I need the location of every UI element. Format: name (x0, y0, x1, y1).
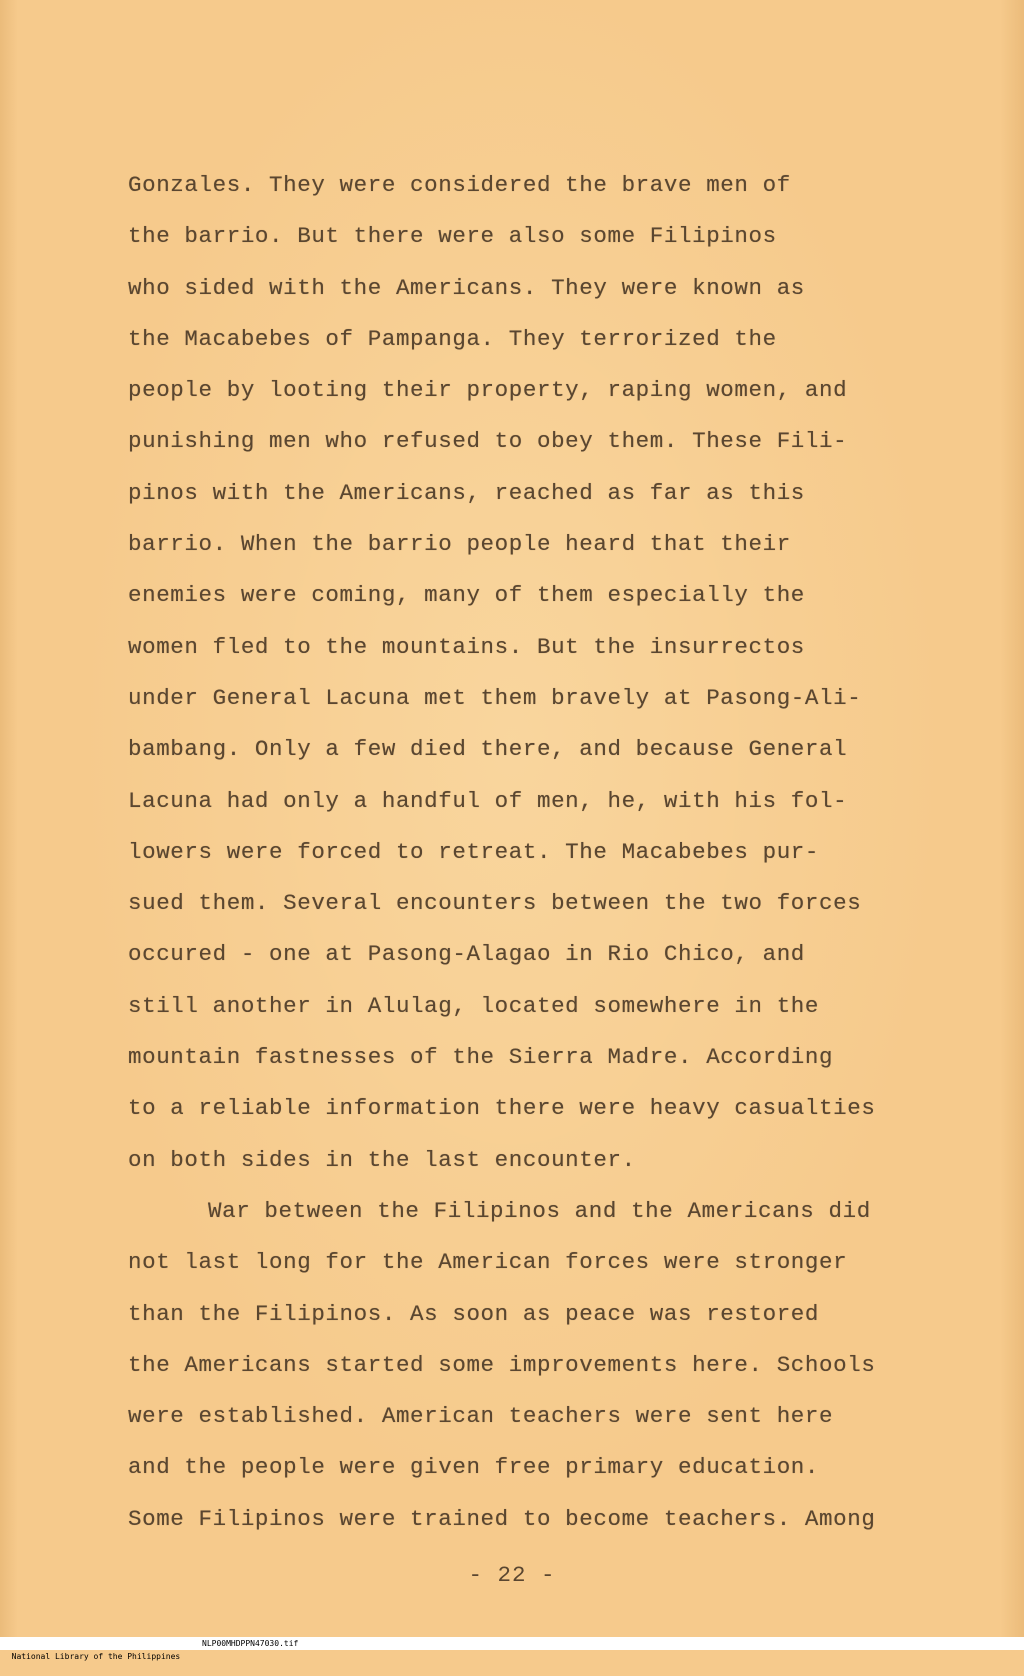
text-line: who sided with the Americans. They were known as (128, 274, 805, 301)
text-line: and the people were given free primary education. (128, 1454, 820, 1481)
text-line: were established. American teachers were sent here (128, 1403, 834, 1430)
text-line: Gonzales. They were considered the brave men of (128, 172, 791, 198)
text-line: to a reliable information there were heavy casualties (128, 1095, 876, 1122)
text-line: under General Lacuna met them bravely at Pasong-Ali- (128, 684, 862, 711)
text-line: women fled to the mountains. But the insurrectos (128, 633, 805, 660)
text-line: people by looting their property, raping women, and (128, 377, 848, 404)
text-line: occured - one at Pasong-Alagao in Rio Chico, and (128, 941, 805, 968)
footer-library: National Library of the Philippines (11, 1652, 181, 1661)
text-line: the Americans started some improvements here. Schools (128, 1351, 876, 1378)
text-line: lowers were forced to retreat. The Macabebes pur- (128, 838, 820, 865)
text-line: than the Filipinos. As soon as peace was restored (128, 1300, 820, 1327)
text-line: pinos with the Americans, reached as far as this (128, 479, 805, 506)
text-line: mountain fastnesses of the Sierra Madre. According (128, 1044, 834, 1071)
typescript-body (128, 160, 988, 1545)
text-line: Lacuna had only a handful of men, he, with his fol- (128, 787, 848, 814)
text-line: still another in Alulag, located somewhere in the (128, 992, 820, 1019)
text-line: War between the Filipinos and the Americans did (208, 1197, 871, 1224)
text-line: sued them. Several encounters between the two forces (128, 890, 862, 917)
page-number: - 22 - (468, 1562, 556, 1588)
text-line: Some Filipinos were trained to become teachers. Among (128, 1505, 876, 1532)
text-line: bambang. Only a few died there, and because General (128, 736, 848, 763)
text-line: punishing men who refused to obey them. These Fili- (128, 428, 848, 455)
text-line: the barrio. But there were also some Filipinos (128, 223, 777, 250)
text-line: barrio. When the barrio people heard that their (128, 531, 791, 558)
text-line: on both sides in the last encounter. (128, 1146, 636, 1173)
footer-filename: NLP00MHDPPN47030.tif (202, 1639, 299, 1648)
text-line: enemies were coming, many of them especially the (128, 582, 805, 609)
scan-footer (0, 1637, 1024, 1661)
text-line: not last long for the American forces were stronger (128, 1249, 848, 1276)
text-line: the Macabebes of Pampanga. They terrorized the (128, 325, 777, 352)
